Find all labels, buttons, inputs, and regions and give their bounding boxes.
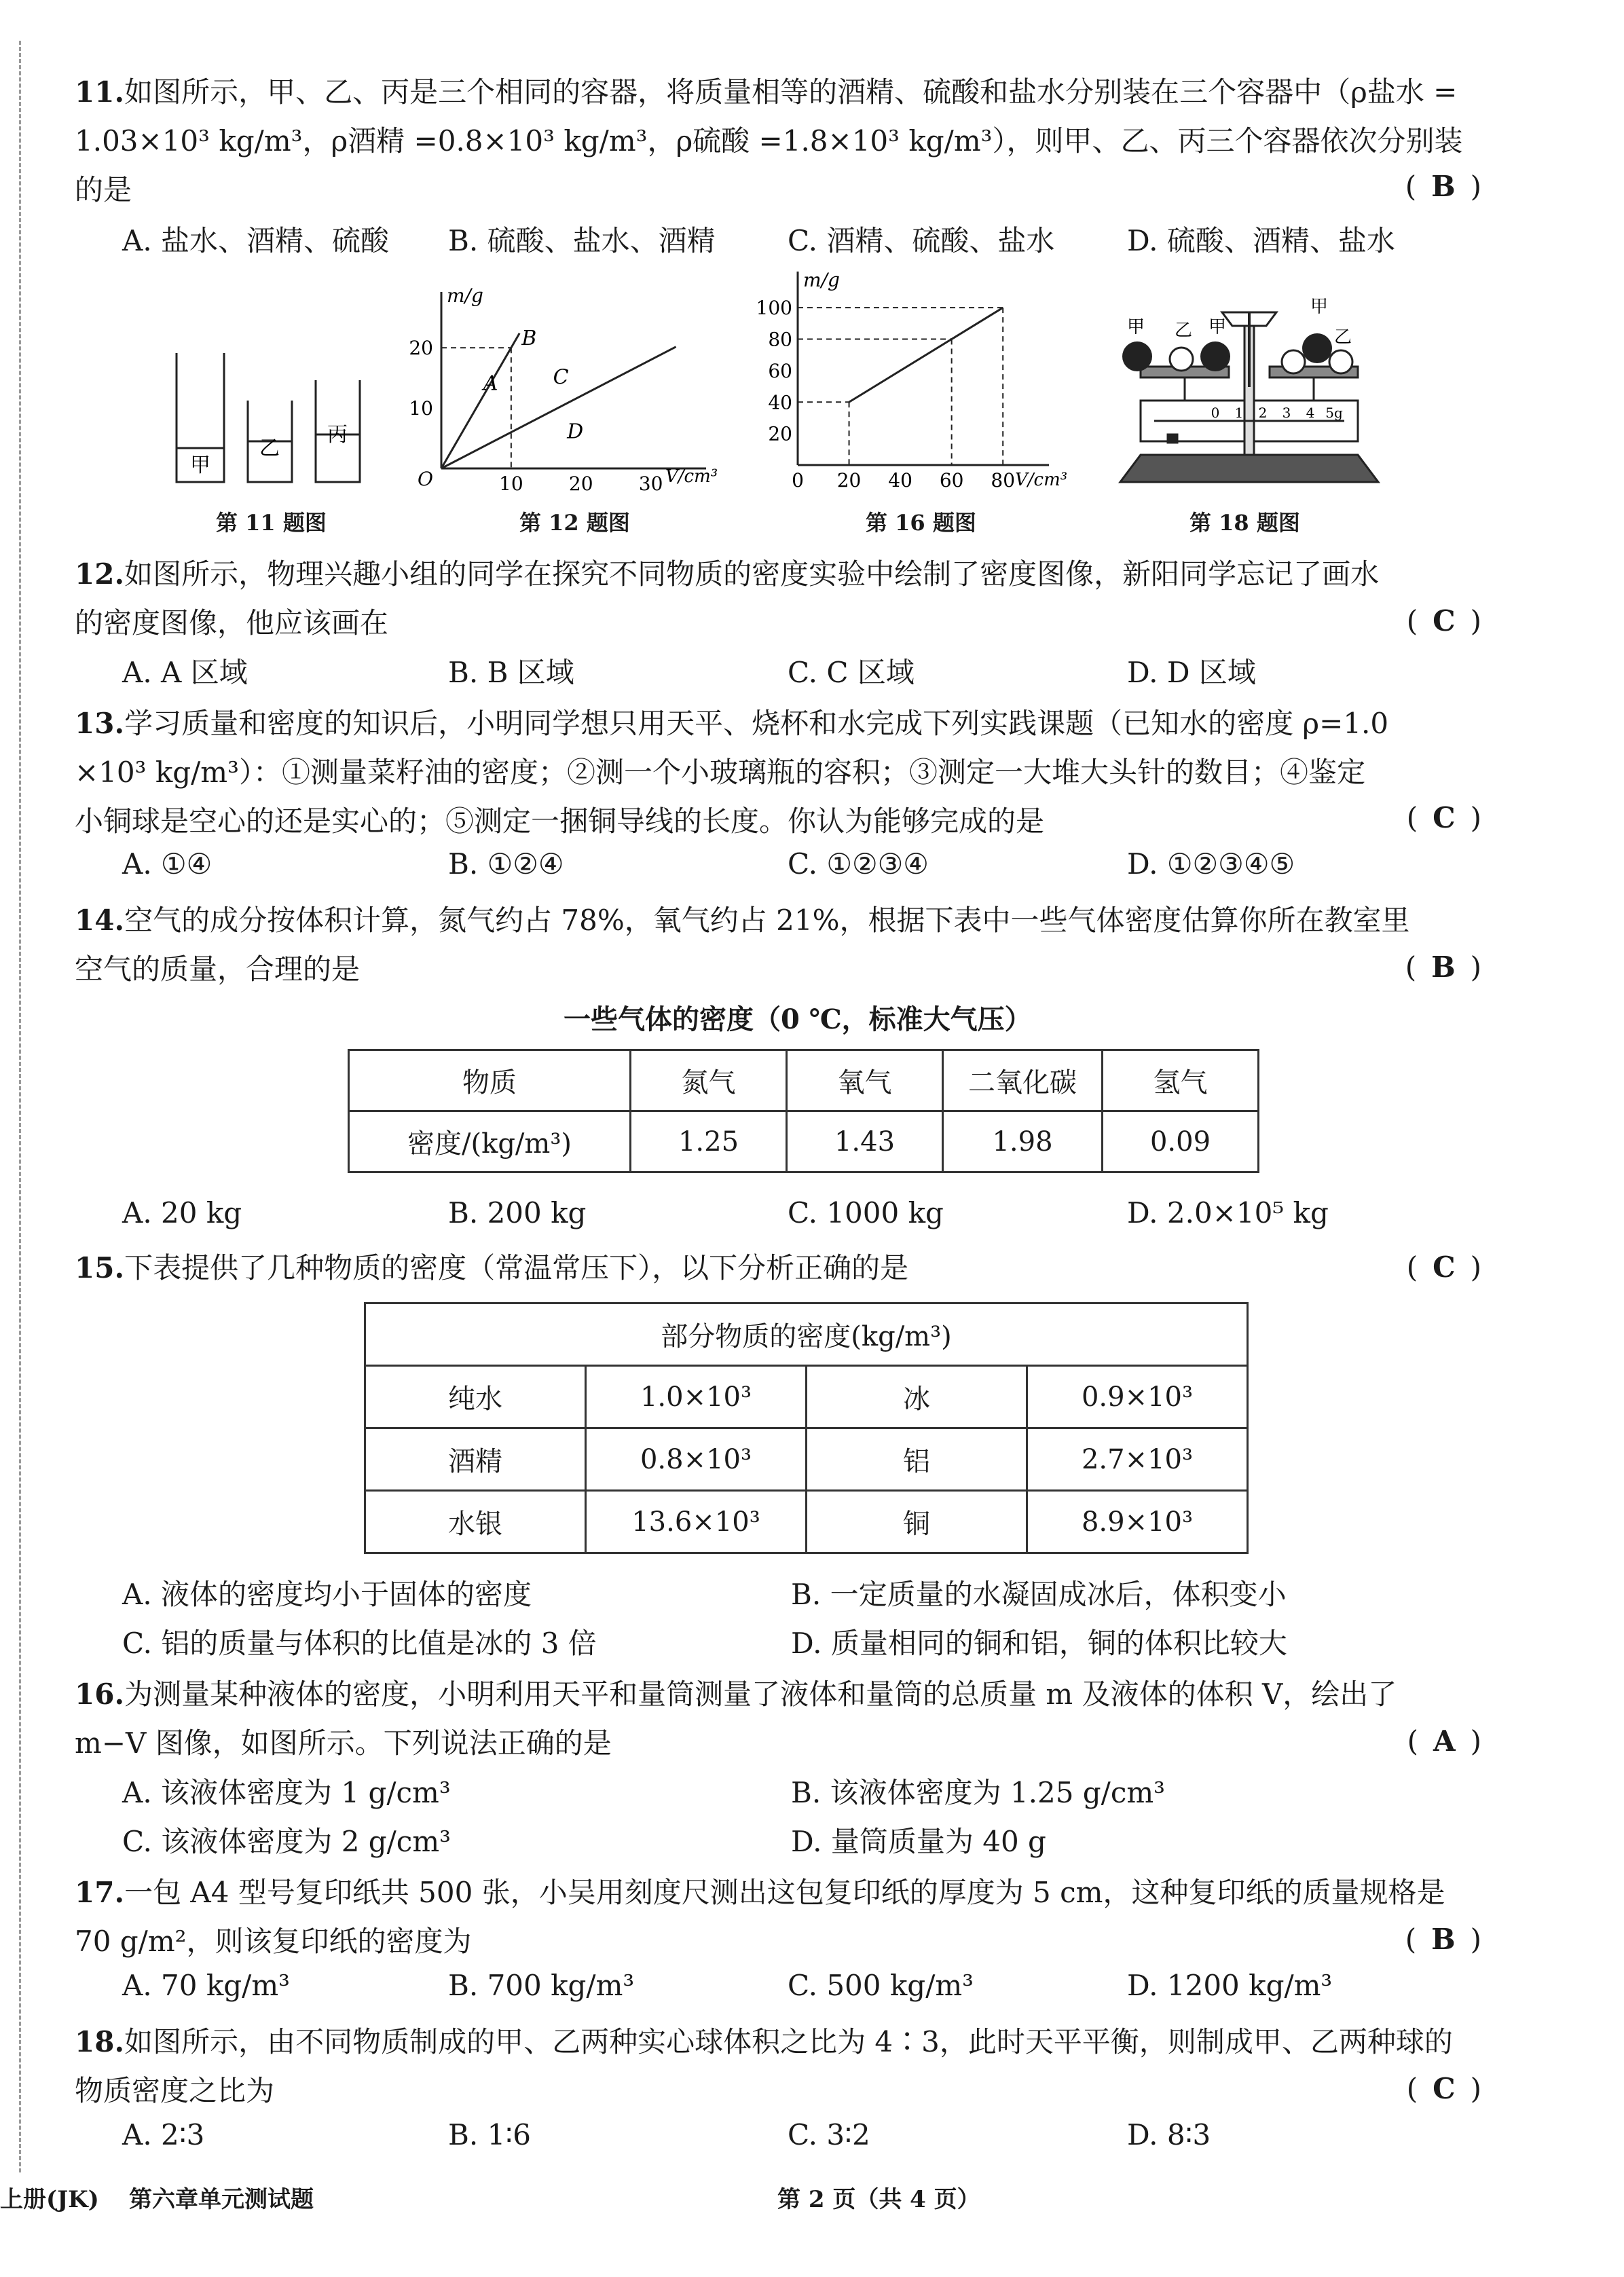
option-d: D. 8∶3 xyxy=(1127,2118,1211,2151)
q-text: 如图所示，由不同物质制成的甲、乙两种实心球体积之比为 4∶3，此时天平平衡，则制成甲、乙两种球的 xyxy=(124,2025,1453,2058)
x-axis-label: V/cm³ xyxy=(665,466,718,487)
option-b: B. 一定质量的水凝固成冰后，体积变小 xyxy=(791,1578,1287,1611)
option-c: C. ①②③④ xyxy=(788,847,929,881)
option-a: A. 盐水、酒精、硫酸 xyxy=(122,224,390,257)
options-15b xyxy=(122,1621,1480,1670)
table-title: 部分物质的密度(kg/m³) xyxy=(365,1303,1248,1366)
ball-yi xyxy=(1282,350,1305,373)
fig12-caption: 第 12 题图 xyxy=(519,510,630,536)
table-cell: 8.9×10³ xyxy=(1027,1491,1248,1553)
x-axis-label: V/cm³ xyxy=(1015,470,1068,490)
table-cell: 1.0×10³ xyxy=(586,1366,807,1428)
table-cell: 0.8×10³ xyxy=(586,1428,807,1491)
q-text: 小铜球是空心的还是实心的；⑤测定一捆铜导线的长度。你认为能够完成的是 xyxy=(75,804,1045,838)
q-text: m−V 图像，如图所示。下列说法正确的是 xyxy=(75,1726,612,1760)
options-17 xyxy=(122,1969,1480,2018)
container-label: 甲 xyxy=(190,453,210,477)
container-label: 丙 xyxy=(327,423,348,447)
table-cell: 铝 xyxy=(807,1428,1027,1491)
q-text: 空气的成分按体积计算，氮气约占 78%，氧气约占 21%，根据下表中一些气体密度估算你所在教室里 xyxy=(124,904,1410,937)
x-tick-label: 20 xyxy=(568,473,593,495)
table-cell: 水银 xyxy=(365,1491,586,1553)
substance-density-table xyxy=(364,1302,1249,1554)
ball-jia xyxy=(1122,341,1152,371)
option-a: A. 20 kg xyxy=(122,1196,242,1229)
y-axis-label: m/g xyxy=(447,284,483,307)
option-c: C. 该液体密度为 2 g/cm³ xyxy=(122,1825,451,1858)
y-tick-label: 20 xyxy=(409,337,433,360)
q-text: 一包 A4 型号复印纸共 500 张，小吴用刻度尺测出这包复印纸的厚度为 5 cm，这种复印纸的质量规格是 xyxy=(124,1876,1445,1909)
region-label: A xyxy=(483,371,498,396)
q-number: 17. xyxy=(75,1876,125,1909)
table-cell: 1.43 xyxy=(787,1111,943,1172)
question-18 xyxy=(75,2018,1487,2115)
answer-18: ( C ) xyxy=(1406,2072,1481,2105)
footer-page: 第 2 页（共 4 页） xyxy=(777,2186,980,2213)
q-text: 如图所示，甲、乙、丙是三个相同的容器，将质量相等的酒精、硫酸和盐水分别装在三个容器中（ρ盐水 = xyxy=(124,75,1458,109)
x-tick-label: 20 xyxy=(836,469,862,492)
fig11-containers xyxy=(163,346,394,496)
ball-yi xyxy=(1329,350,1352,373)
question-16 xyxy=(75,1670,1487,1768)
q-number: 13. xyxy=(75,707,125,740)
fig18-caption: 第 18 题图 xyxy=(1189,510,1300,536)
q-text: 如图所示，物理兴趣小组的同学在探究不同物质的密度实验中绘制了密度图像，新阳同学忘记了画水 xyxy=(124,557,1380,591)
options-13 xyxy=(122,847,1480,896)
option-b: B. ①②④ xyxy=(448,847,564,881)
footer-book: 上册(JK) xyxy=(0,2186,99,2213)
options-18 xyxy=(122,2118,1480,2167)
y-tick-label: 80 xyxy=(768,328,792,351)
option-b: B. B 区域 xyxy=(448,656,574,689)
region-label: B xyxy=(521,326,537,350)
answer-17: ( B ) xyxy=(1405,1923,1481,1956)
y-tick-label: 100 xyxy=(756,297,792,320)
ball-yi xyxy=(1170,348,1193,371)
fig16-chart xyxy=(756,268,1096,492)
y-tick-label: 10 xyxy=(409,397,433,420)
option-d: D. D 区域 xyxy=(1127,656,1256,689)
ball-label: 乙 xyxy=(1175,320,1193,341)
q-text: ×10³ kg/m³）：①测量菜籽油的密度；②测一个小玻璃瓶的容积；③测定一大堆大头针的数目；④鉴定 xyxy=(75,756,1365,789)
q-text: 1.03×10³ kg/m³，ρ酒精 =0.8×10³ kg/m³，ρ硫酸 =1.8×10³ kg/m³），则甲、乙、丙三个容器依次分别装 xyxy=(75,124,1463,158)
region-label: C xyxy=(553,365,569,390)
binding-dashed-line xyxy=(19,41,21,2172)
ball-jia xyxy=(1302,333,1332,363)
q-number: 11. xyxy=(75,75,125,109)
x-tick-label: 60 xyxy=(939,469,964,492)
scale-tick: 3 xyxy=(1282,405,1291,421)
table-cell: 二氧化碳 xyxy=(943,1050,1103,1111)
option-c: C. 500 kg/m³ xyxy=(788,1969,974,2002)
x-tick-label: 40 xyxy=(888,469,912,492)
option-a: A. A 区域 xyxy=(122,656,248,689)
footer-chapter: 第六章单元测试题 xyxy=(129,2186,314,2213)
fig11-caption: 第 11 题图 xyxy=(216,510,327,536)
answer-15: ( C ) xyxy=(1406,1251,1481,1284)
options-15a xyxy=(122,1572,1480,1621)
x-tick-label: 30 xyxy=(638,473,663,495)
table-cell: 氧气 xyxy=(787,1050,943,1111)
fig12-chart xyxy=(407,272,747,495)
option-a: A. 2∶3 xyxy=(122,2118,205,2151)
y-tick-label: 20 xyxy=(768,422,792,445)
table-cell: 1.25 xyxy=(631,1111,787,1172)
table-cell: 0.09 xyxy=(1103,1111,1259,1172)
table-cell: 0.9×10³ xyxy=(1027,1366,1248,1428)
fig18-balance xyxy=(1113,285,1385,489)
option-d: D. 量筒质量为 40 g xyxy=(791,1825,1046,1858)
answer-12: ( C ) xyxy=(1406,604,1481,637)
table-cell: 2.7×10³ xyxy=(1027,1428,1248,1491)
option-d: D. 硫酸、酒精、盐水 xyxy=(1127,224,1395,257)
y-axis-label: m/g xyxy=(803,269,840,291)
option-a: A. ①④ xyxy=(122,847,213,881)
option-a: A. 液体的密度均小于固体的密度 xyxy=(122,1578,532,1611)
question-12 xyxy=(75,550,1487,648)
table-cell: 氮气 xyxy=(631,1050,787,1111)
q-text: 空气的质量，合理的是 xyxy=(75,952,361,986)
container-label: 乙 xyxy=(259,437,280,460)
question-13 xyxy=(75,699,1487,846)
options-16b xyxy=(122,1819,1480,1868)
question-11 xyxy=(75,68,1487,215)
option-c: C. C 区域 xyxy=(788,656,915,689)
option-d: D. 质量相同的铜和铝，铜的体积比较大 xyxy=(791,1627,1287,1660)
q-number: 18. xyxy=(75,2025,125,2058)
option-c: C. 酒精、硫酸、盐水 xyxy=(788,224,1055,257)
answer-13: ( C ) xyxy=(1406,801,1481,834)
q-number: 12. xyxy=(75,557,125,591)
table-cell: 物质 xyxy=(349,1050,631,1111)
table-cell: 氢气 xyxy=(1103,1050,1259,1111)
question-14 xyxy=(75,896,1487,994)
scale-tick: 1 xyxy=(1234,405,1244,421)
option-d: D. 2.0×10⁵ kg xyxy=(1127,1196,1329,1229)
table-cell: 酒精 xyxy=(365,1428,586,1491)
option-a: A. 该液体密度为 1 g/cm³ xyxy=(122,1776,451,1809)
options-12 xyxy=(122,650,1480,699)
q-number: 16. xyxy=(75,1678,125,1711)
ball-label: 甲 xyxy=(1310,297,1329,317)
options-16a xyxy=(122,1771,1480,1819)
q-text: 的是 xyxy=(75,173,132,206)
table-cell: 冰 xyxy=(807,1366,1027,1428)
option-b: B. 200 kg xyxy=(448,1196,587,1229)
option-c: C. 3∶2 xyxy=(788,2118,870,2151)
table-cell: 铜 xyxy=(807,1491,1027,1553)
answer-14: ( B ) xyxy=(1405,950,1481,984)
x-tick-label: 80 xyxy=(991,469,1016,492)
ball-label: 甲 xyxy=(1127,317,1145,337)
table-cell: 1.98 xyxy=(943,1111,1103,1172)
x-tick-label: 10 xyxy=(499,473,523,495)
ball-label: 乙 xyxy=(1334,327,1352,348)
option-d: D. ①②③④⑤ xyxy=(1127,847,1295,881)
scale-tick: 0 xyxy=(1211,405,1220,421)
option-d: D. 1200 kg/m³ xyxy=(1127,1969,1333,2002)
scale-tick: 5g xyxy=(1325,405,1343,421)
q-text: 下表提供了几种物质的密度（常温常压下），以下分析正确的是 xyxy=(124,1251,909,1284)
option-b: B. 硫酸、盐水、酒精 xyxy=(448,224,716,257)
ball-label: 甲 xyxy=(1208,317,1227,337)
y-tick-label: 40 xyxy=(768,391,792,414)
q-text: 物质密度之比为 xyxy=(75,2074,275,2107)
series-line xyxy=(849,308,1003,402)
region-label: D xyxy=(567,420,584,444)
scale-tick: 4 xyxy=(1306,405,1315,421)
options-11 xyxy=(122,219,1480,267)
fig16-caption: 第 16 题图 xyxy=(866,510,976,536)
table-cell: 13.6×10³ xyxy=(586,1491,807,1553)
q-text: 70 g/m²，则该复印纸的密度为 xyxy=(75,1925,472,1958)
options-14 xyxy=(122,1196,1480,1245)
option-b: B. 700 kg/m³ xyxy=(448,1969,635,2002)
option-b: B. 该液体密度为 1.25 g/cm³ xyxy=(791,1776,1166,1809)
ball-jia xyxy=(1200,341,1230,371)
answer-11: ( B ) xyxy=(1405,170,1481,203)
q-number: 15. xyxy=(75,1251,125,1284)
option-a: A. 70 kg/m³ xyxy=(122,1969,290,2002)
option-c: C. 1000 kg xyxy=(788,1196,944,1229)
scale-tick: 2 xyxy=(1258,405,1268,421)
question-15 xyxy=(75,1244,1487,1293)
y-tick-label: 60 xyxy=(768,359,792,382)
q-text: 为测量某种液体的密度，小明利用天平和量筒测量了液体和量筒的总质量 m 及液体的体积 V，绘出了 xyxy=(124,1678,1397,1711)
origin-label: O xyxy=(418,468,433,490)
q-text: 的密度图像，他应该画在 xyxy=(75,606,389,640)
table-cell: 密度/(kg/m³) xyxy=(349,1111,631,1172)
table-cell: 纯水 xyxy=(365,1366,586,1428)
table-title: 一些气体的密度（0 ℃，标准大气压） xyxy=(564,1003,1032,1035)
answer-16: ( A ) xyxy=(1407,1724,1481,1758)
q-number: 14. xyxy=(75,904,125,937)
question-17 xyxy=(75,1868,1487,1966)
x-tick-label: 0 xyxy=(792,469,804,492)
gas-density-table xyxy=(348,1049,1259,1173)
option-c: C. 铝的质量与体积的比值是冰的 3 倍 xyxy=(122,1627,597,1660)
option-b: B. 1∶6 xyxy=(448,2118,531,2151)
q-text: 学习质量和密度的知识后，小明同学想只用天平、烧杯和水完成下列实践课题（已知水的密度 ρ=1.0 xyxy=(124,707,1389,740)
